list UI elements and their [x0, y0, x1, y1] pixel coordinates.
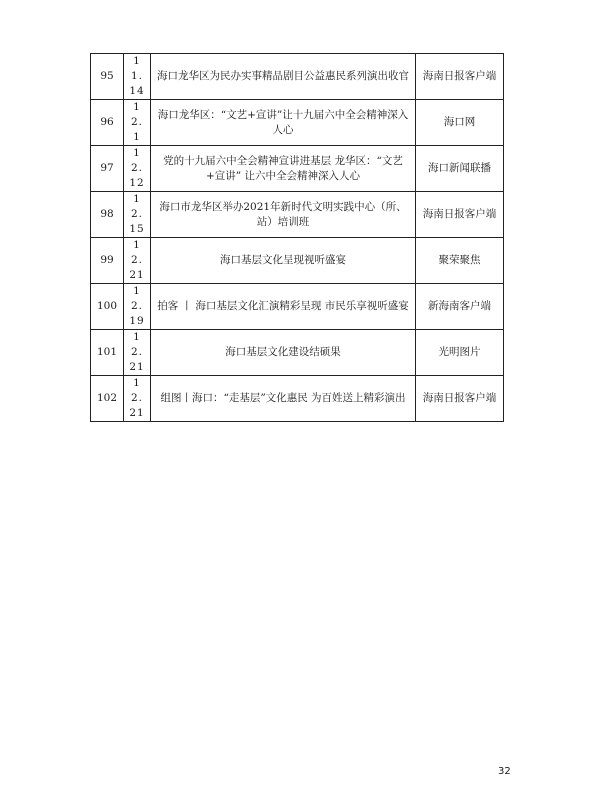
row-date: 12.12 [124, 146, 151, 192]
row-title: 海口市龙华区举办2021年新时代文明实践中心（所、站）培训班 [151, 192, 416, 238]
row-source: 海口网 [416, 100, 504, 146]
table-row [91, 192, 504, 238]
table-row [91, 284, 504, 330]
row-title: 海口基层文化呈现视听盛宴 [151, 238, 416, 284]
row-title: 党的十九届六中全会精神宣讲进基层 龙华区：“文艺+宣讲” 让六中全会精神深入人心 [151, 146, 416, 192]
table-body [91, 54, 504, 422]
row-title: 海口基层文化建设结硕果 [151, 330, 416, 376]
row-date: 12.21 [124, 238, 151, 284]
row-source: 海南日报客户端 [416, 376, 504, 422]
media-report-table [90, 53, 504, 422]
row-number: 101 [91, 330, 124, 376]
row-number: 96 [91, 100, 124, 146]
row-source: 聚荣聚焦 [416, 238, 504, 284]
table-row [91, 54, 504, 100]
row-number: 95 [91, 54, 124, 100]
table-row [91, 100, 504, 146]
row-date: 12.21 [124, 376, 151, 422]
table-row [91, 330, 504, 376]
row-date: 12.19 [124, 284, 151, 330]
row-number: 98 [91, 192, 124, 238]
row-date: 12.21 [124, 330, 151, 376]
row-source: 新海南客户端 [416, 284, 504, 330]
page-number: 32 [498, 766, 511, 777]
row-number: 97 [91, 146, 124, 192]
row-title: 拍客 丨 海口基层文化汇演精彩呈现 市民乐享视听盛宴 [151, 284, 416, 330]
row-source: 光明图片 [416, 330, 504, 376]
row-title: 海口龙华区：“文艺+宣讲”让十九届六中全会精神深入人心 [151, 100, 416, 146]
table-row [91, 146, 504, 192]
row-date: 12.15 [124, 192, 151, 238]
row-number: 100 [91, 284, 124, 330]
row-source: 海南日报客户端 [416, 54, 504, 100]
row-date: 11.14 [124, 54, 151, 100]
row-number: 99 [91, 238, 124, 284]
table-row [91, 238, 504, 284]
table-row [91, 376, 504, 422]
row-source: 海口新闻联播 [416, 146, 504, 192]
row-title: 组图丨海口：“走基层”文化惠民 为百姓送上精彩演出 [151, 376, 416, 422]
row-number: 102 [91, 376, 124, 422]
row-source: 海南日报客户端 [416, 192, 504, 238]
row-date: 12.1 [124, 100, 151, 146]
row-title: 海口龙华区为民办实事精品剧目公益惠民系列演出收官 [151, 54, 416, 100]
